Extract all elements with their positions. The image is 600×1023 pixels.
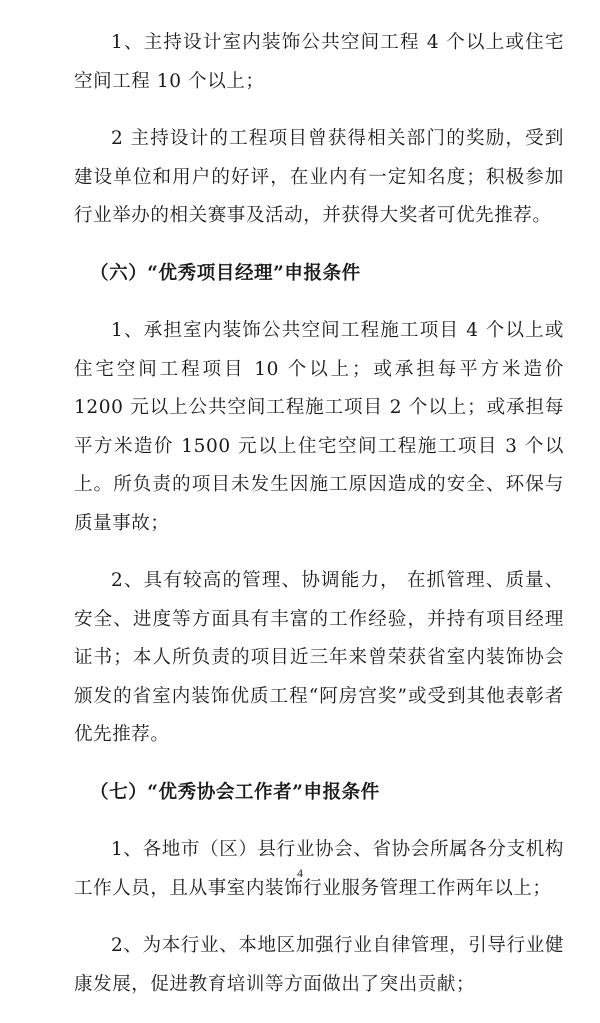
paragraph-worker-requirement-1: 1、各地市（区）县行业协会、省协会所属各分支机构工作人员，且从事室内装饰行业服务管理工作两年以上；: [74, 839, 564, 899]
paragraph-worker-requirement-2: 2、为本行业、本地区加强行业自律管理，引导行业健康发展，促进教育培训等方面做出了突出贡献；: [74, 935, 564, 995]
paragraph-manager-requirement-2: 2、具有较高的管理、协调能力， 在抓管理、质量、安全、进度等方面具有丰富的工作经验，并持有项目经理证书；本人所负责的项目近三年来曾荣获省室内装饰协会颁发的省室内装饰优质工程“阿房宫奖”或受到其他表彰者优先推荐。: [74, 570, 564, 745]
paragraph-design-requirement-1: 1、主持设计室内装饰公共空间工程 4 个以上或住宅空间工程 10 个以上；: [74, 32, 564, 92]
page-number: 4: [297, 866, 303, 880]
paragraph-design-requirement-2: 2 主持设计的工程项目曾获得相关部门的奖励，受到建设单位和用户的好评，在业内有一定知名度；积极参加行业举办的相关赛事及活动，并获得大奖者可优先推荐。: [74, 128, 564, 226]
section-heading-association-worker: （七）“优秀协会工作者”申报条件: [90, 781, 380, 803]
paragraph-manager-requirement-1: 1、承担室内装饰公共空间工程施工项目 4 个以上或住宅空间工程项目 10 个以上；或承担每平方米造价 1200 元以上公共空间工程施工项目 2 个以上；或承担每平方米造价 1500 元以上住宅空间工程施工项目 3 个以上。所负责的项目未发生因施工原因造成的安全、环保与质量事故；: [74, 320, 564, 534]
section-heading-project-manager: （六）“优秀项目经理”申报条件: [90, 262, 361, 284]
